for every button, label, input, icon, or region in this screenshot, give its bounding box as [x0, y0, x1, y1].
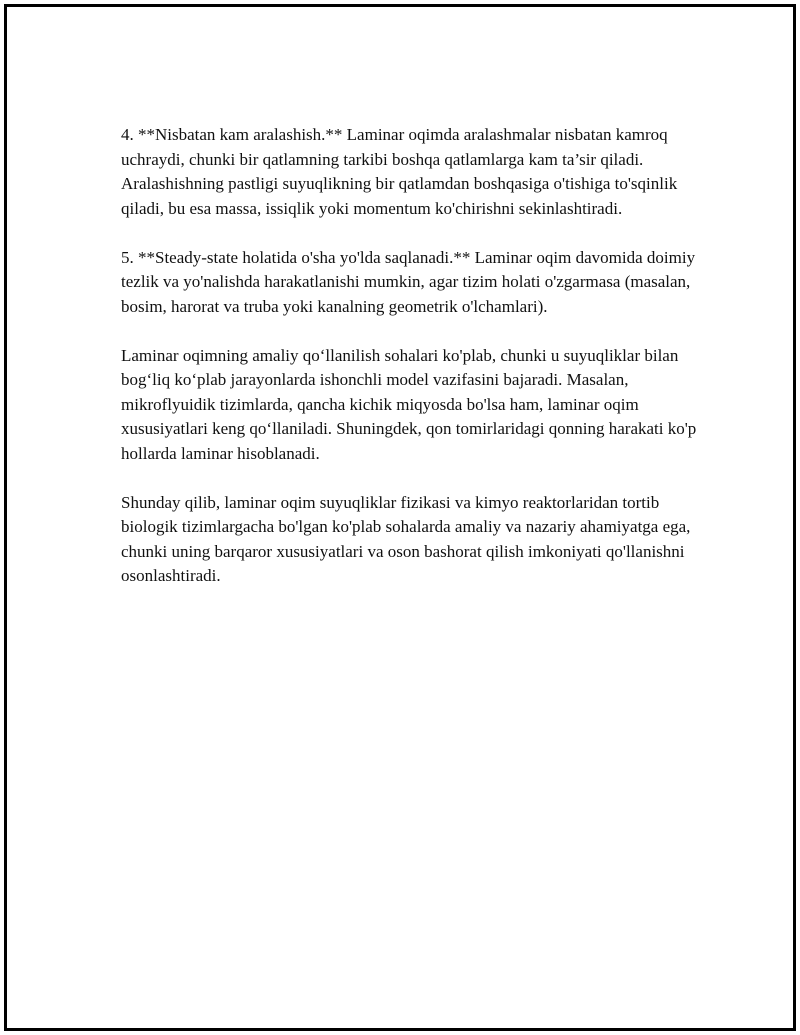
document-body — [121, 123, 701, 613]
paragraph-applications: Laminar oqimning amaliy qo‘llanilish sohalari ko'plab, chunki u suyuqliklar bilan bog‘liq ko‘plab jarayonlarda ishonchli model vazifasini bajaradi. Masalan, mikroflyuidik tizimlarda, qancha kichik miqyosda bo'lsa ham, laminar oqim xususiyatlari keng qo‘llaniladi. Shuningdek, qon tomirlaridagi qonning harakati ko'p hollarda laminar hisoblanadi. — [121, 345, 697, 463]
paragraph-conclusion: Shunday qilib, laminar oqim suyuqliklar fizikasi va kimyo reaktorlaridan tortib biologik tizimlargacha bo'lgan ko'plab sohalarda amaliy va nazariy ahamiyatga ega, chunki uning barqaror xususiyatlari va oson bashorat qilish imkoniyati qo'llanishni osonlashtiradi. — [121, 492, 691, 585]
paragraph-item-5: 5. **Steady-state holatida o'sha yo'lda saqlanadi.** Laminar oqim davomida doimiy tezlik va yo'nalishda harakatlanishi mumkin, agar tizim holati o'zgarmasa (masalan, bosim, harorat va truba yoki kanalning geometrik o'lchamlari). — [121, 247, 696, 316]
page-frame — [4, 4, 796, 1031]
paragraph-item-4: 4. **Nisbatan kam aralashish.** Laminar oqimda aralashmalar nisbatan kamroq uchraydi, chunki bir qatlamning tarkibi boshqa qatlamlarga kam ta’sir qiladi. Aralashishning pastligi suyuqlikning bir qatlamdan boshqasiga o'tishiga to'sqinlik qiladi, bu esa massa, issiqlik yoki momentum ko'chirishni sekinlashtiradi. — [121, 125, 678, 218]
